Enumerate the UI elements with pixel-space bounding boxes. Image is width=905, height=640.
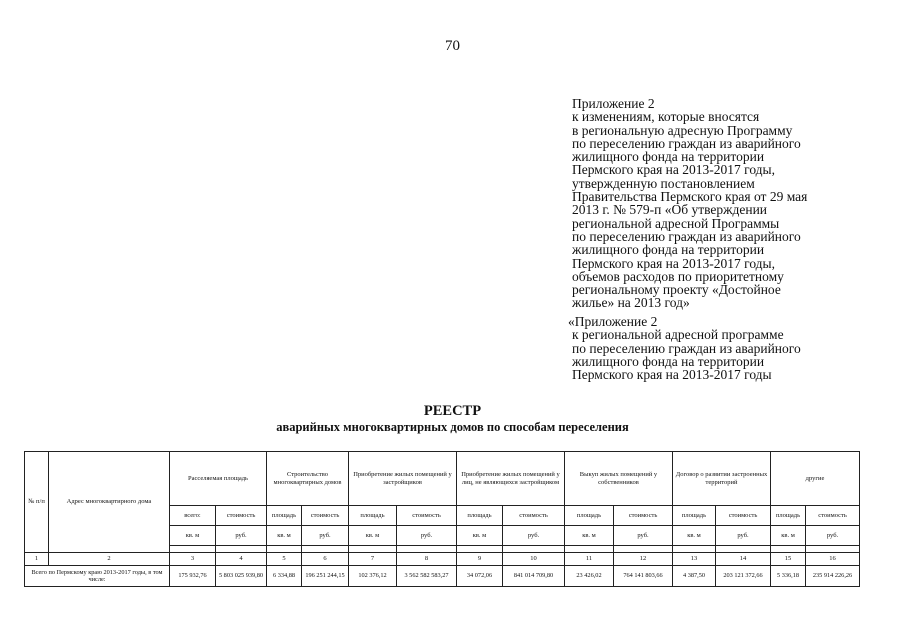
column-group-header: Расселяемая площадь: [170, 452, 267, 506]
total-cell: 34 072,06: [457, 566, 503, 587]
appendix-intro-line: по переселению граждан из аварийного: [572, 135, 801, 151]
unit-cell: руб.: [806, 526, 860, 546]
column-subheader: стоимость: [806, 506, 860, 526]
appendix-program: [568, 315, 801, 381]
appendix-intro-line: Пермского края на 2013-2017 годы,: [572, 255, 775, 271]
total-cell: 5 803 025 939,80: [216, 566, 267, 587]
appendix-intro-line: Правительства Пермского края от 29 мая: [572, 189, 808, 205]
appendix-intro-line: жилье» на 2013 год»: [572, 295, 690, 311]
unit-cell: руб.: [716, 526, 771, 546]
column-number-cell: 9: [457, 553, 503, 566]
unit-cell: руб.: [397, 526, 457, 546]
column-number-cell: 16: [806, 553, 860, 566]
column-group-header: Договор о развитии застроенных территорий: [673, 452, 771, 506]
column-header-num: № п/п: [25, 452, 49, 553]
column-subheader: стоимость: [302, 506, 349, 526]
column-group-header: Строительство многоквартирных домов: [267, 452, 349, 506]
appendix-program-line: «Приложение 2: [568, 314, 658, 329]
total-cell: 196 251 244,15: [302, 566, 349, 587]
column-subheader: стоимость: [503, 506, 565, 526]
table-header-row: [25, 452, 860, 506]
column-subheader: площадь: [267, 506, 302, 526]
column-subheader: стоимость: [614, 506, 673, 526]
appendix-intro-line: региональному проекту «Достойное: [572, 282, 781, 298]
column-group-header: другие: [771, 452, 860, 506]
table-row-total: [25, 566, 860, 587]
column-subheader: площадь: [771, 506, 806, 526]
column-number-cell: 3: [170, 553, 216, 566]
appendix-intro-line: жилищного фонда на территории: [572, 242, 765, 258]
total-row-label: Всего по Пермскому краю 2013-2017 годы, в том числе:: [25, 566, 170, 587]
appendix-intro-line: Пермского края на 2013-2017 годы,: [572, 162, 775, 178]
total-cell: 764 141 803,66: [614, 566, 673, 587]
column-number-cell: 7: [349, 553, 397, 566]
unit-cell: руб.: [302, 526, 349, 546]
appendix-intro: [572, 97, 807, 310]
total-cell: 4 387,50: [673, 566, 716, 587]
unit-cell: кв. м: [457, 526, 503, 546]
unit-cell: руб.: [216, 526, 267, 546]
total-cell: 23 426,02: [565, 566, 614, 587]
unit-cell: руб.: [503, 526, 565, 546]
column-subheader: площадь: [673, 506, 716, 526]
page-number: 70: [445, 38, 460, 54]
column-number-cell: 5: [267, 553, 302, 566]
column-group-header: Выкуп жилых помещений у собственников: [565, 452, 673, 506]
registry-title: РЕЕСТР: [423, 403, 482, 419]
column-number-cell: 12: [614, 553, 673, 566]
appendix-program-line: по переселению граждан из аварийного: [572, 340, 801, 356]
column-number-row: [25, 553, 860, 566]
total-cell: 3 562 582 583,27: [397, 566, 457, 587]
column-number-cell: 15: [771, 553, 806, 566]
total-cell: 175 932,76: [170, 566, 216, 587]
appendix-intro-line: в региональную адресную Программу: [572, 122, 793, 138]
column-number-cell: 10: [503, 553, 565, 566]
column-number-cell: 11: [565, 553, 614, 566]
total-cell: 6 334,88: [267, 566, 302, 587]
unit-cell: кв. м: [170, 526, 216, 546]
appendix-program-line: к региональной адресной программе: [572, 327, 784, 343]
column-number-cell: 2: [49, 553, 170, 566]
unit-cell: кв. м: [673, 526, 716, 546]
appendix-intro-line: жилищного фонда на территории: [572, 149, 765, 165]
appendix-intro-line: по переселению граждан из аварийного: [572, 228, 801, 244]
appendix-intro-line: региональной адресной Программы: [572, 215, 780, 231]
column-subheader: площадь: [457, 506, 503, 526]
unit-cell: кв. м: [349, 526, 397, 546]
appendix-intro-line: объемов расходов по приоритетному: [572, 268, 784, 284]
total-cell: 841 014 709,80: [503, 566, 565, 587]
appendix-program-line: Пермского края на 2013-2017 годы: [572, 367, 772, 383]
column-group-header: Приобретение жилых помещений у лиц, не являющихся застройщиком: [457, 452, 565, 506]
column-header-address: Адрес многоквартирного дома: [49, 452, 170, 553]
column-group-header: Приобретение жилых помещений у застройщиков: [349, 452, 457, 506]
registry-table: [24, 451, 860, 587]
column-subheader: стоимость: [716, 506, 771, 526]
total-cell: 203 121 372,66: [716, 566, 771, 587]
column-number-cell: 14: [716, 553, 771, 566]
column-subheader: площадь: [349, 506, 397, 526]
appendix-program-line: жилищного фонда на территории: [572, 353, 765, 369]
appendix-intro-line: Приложение 2: [572, 96, 655, 111]
appendix-intro-line: утвержденную постановлением: [572, 175, 755, 191]
column-number-cell: 6: [302, 553, 349, 566]
appendix-intro-line: к изменениям, которые вносятся: [572, 109, 760, 125]
total-cell: 235 914 226,26: [806, 566, 860, 587]
registry-subtitle: аварийных многоквартирных домов по способам переселения: [276, 420, 629, 434]
column-number-cell: 4: [216, 553, 267, 566]
column-subheader: стоимость: [397, 506, 457, 526]
column-number-cell: 8: [397, 553, 457, 566]
unit-cell: кв. м: [565, 526, 614, 546]
unit-cell: кв. м: [267, 526, 302, 546]
total-cell: 5 336,18: [771, 566, 806, 587]
column-subheader: стоимость: [216, 506, 267, 526]
unit-cell: руб.: [614, 526, 673, 546]
total-cell: 102 376,12: [349, 566, 397, 587]
column-subheader: всего:: [170, 506, 216, 526]
column-subheader: площадь: [565, 506, 614, 526]
unit-cell: кв. м: [771, 526, 806, 546]
appendix-intro-line: 2013 г. № 579-п «Об утверждении: [572, 202, 768, 218]
column-number-cell: 1: [25, 553, 49, 566]
column-number-cell: 13: [673, 553, 716, 566]
